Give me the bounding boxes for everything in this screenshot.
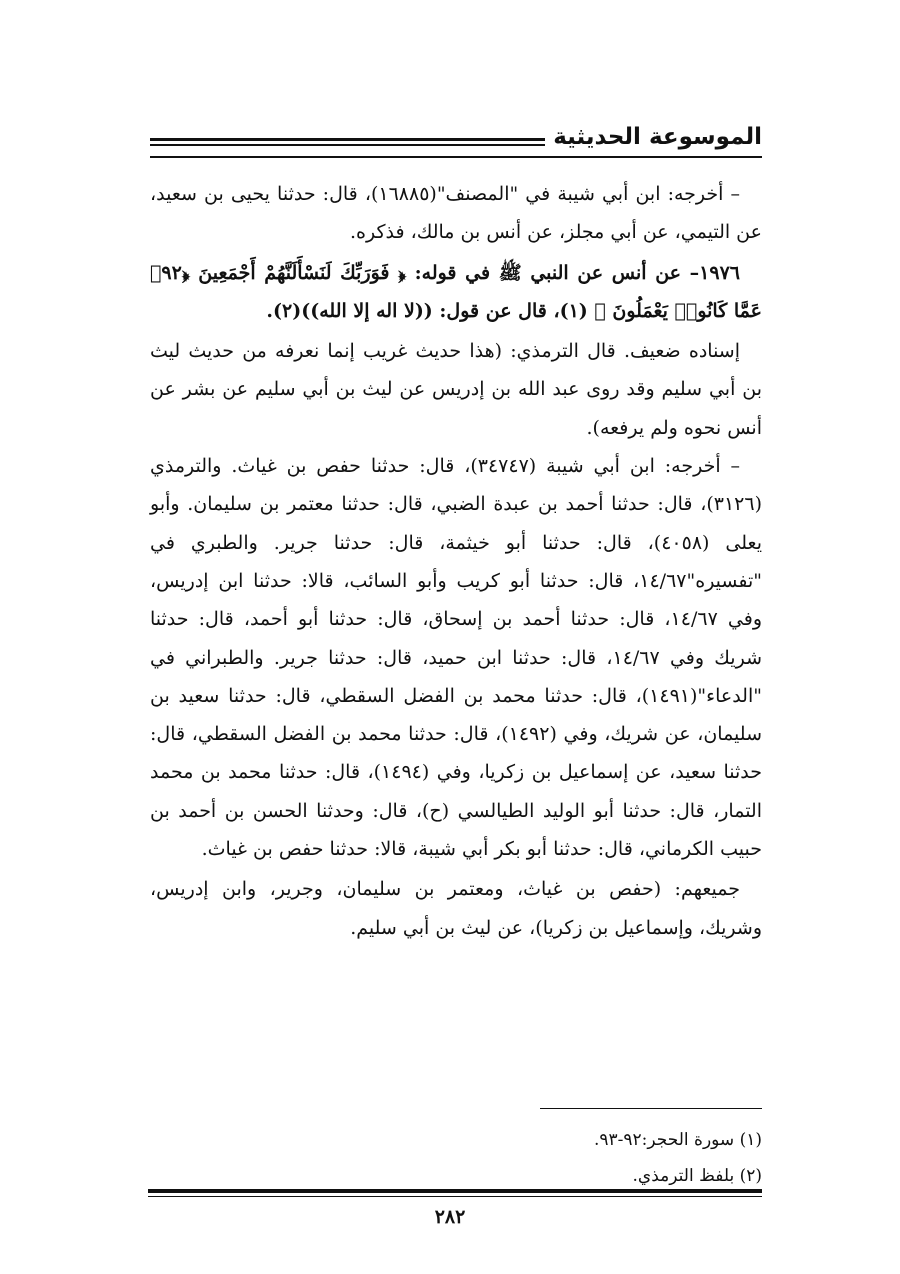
footnote-1: (١) سورة الحجر:٩٢-٩٣. bbox=[593, 1130, 762, 1150]
header-title: الموسوعة الحديثية bbox=[545, 124, 762, 150]
page-header bbox=[150, 118, 762, 158]
header-rule bbox=[150, 138, 592, 141]
footer-rule bbox=[148, 1196, 762, 1197]
footer-rule bbox=[148, 1189, 762, 1193]
footnote-2: (٢) بلفظ الترمذي. bbox=[632, 1166, 762, 1186]
paragraph-isnad bbox=[150, 332, 762, 447]
header-rule bbox=[150, 144, 592, 146]
page-number: ٢٨٢ bbox=[434, 1206, 466, 1228]
paragraph-summary bbox=[150, 870, 762, 947]
paragraph-takhrij-1 bbox=[150, 175, 762, 252]
hadith-1976 bbox=[150, 254, 762, 331]
header-rule bbox=[150, 156, 762, 158]
page-body bbox=[150, 175, 762, 947]
paragraph-text: جميعهم: (حفص بن غياث، ومعتمر بن سليمان، وجرير، وابن إدريس، وشريك، وإسماعيل بن زكريا)، عن ليث بن أبي سليم. bbox=[150, 878, 762, 939]
footnote-separator bbox=[540, 1108, 762, 1109]
hadith-text: ١٩٧٦– عن أنس عن النبي ﷺ في قوله: ﴿ فَوَرَبِّكَ لَنَسْأَلَنَّهُمْ أَجْمَعِينَ ﴿٩٢﴾ عَمَّا كَانُوا۟ يَعْمَلُونَ ﴾ (١)، قال عن قول: ((لا اله إلا الله))(٢). bbox=[150, 261, 762, 322]
paragraph-text: إسناده ضعيف. قال الترمذي: (هذا حديث غريب إنما نعرفه من حديث ليث بن أبي سليم وقد روى عبد الله بن إدريس عن ليث بن أبي سليم عن بشر عن أنس نحوه ولم يرفعه). bbox=[150, 340, 762, 439]
paragraph-takhrij-2 bbox=[150, 447, 762, 868]
paragraph-text: – أخرجه: ابن أبي شيبة في "المصنف"(١٦٨٨٥)، قال: حدثنا يحيى بن سعيد، عن التيمي، عن أبي مجلز، عن أنس بن مالك، فذكره. bbox=[150, 183, 762, 244]
paragraph-text: – أخرجه: ابن أبي شيبة (٣٤٧٤٧)، قال: حدثنا حفص بن غياث. والترمذي (٣١٢٦)، قال: حدثنا أحمد بن عبدة الضبي، قال: حدثنا معتمر بن سليمان. وأبو يعلى (٤٠٥٨)، قال: حدثنا أبو خيثمة، قال: حدثنا جرير. والطبري في "تفسيره"١٤/٦٧، قال: حدثنا أبو كريب وأبو السائب، قالا: حدثنا ابن إدريس، وفي ١٤/٦٧، قال: حدثنا أحمد بن إسحاق، قال: حدثنا أبو أحمد، قال: حدثنا شريك وفي ١٤/٦٧، قال: حدثنا ابن حميد، قال: حدثنا جرير. والطبراني في "الدعاء"(١٤٩١)، قال: حدثنا محمد بن الفضل السقطي، قال: حدثنا سعيد بن سليمان، عن شريك، وفي (١٤٩٢)، قال: حدثنا محمد بن الفضل السقطي، قال: حدثنا سعيد، عن إسماعيل بن زكريا، وفي (١٤٩٤)، قال: حدثنا محمد بن محمد التمار، قال: حدثنا أبو الوليد الطيالسي (ح)، قال: وحدثنا الحسن بن أحمد بن حبيب الكرماني، قال: حدثنا أبو بكر أبي شيبة، قالا: حدثنا حفص بن غياث. bbox=[150, 455, 762, 861]
footnotes bbox=[162, 1122, 762, 1194]
